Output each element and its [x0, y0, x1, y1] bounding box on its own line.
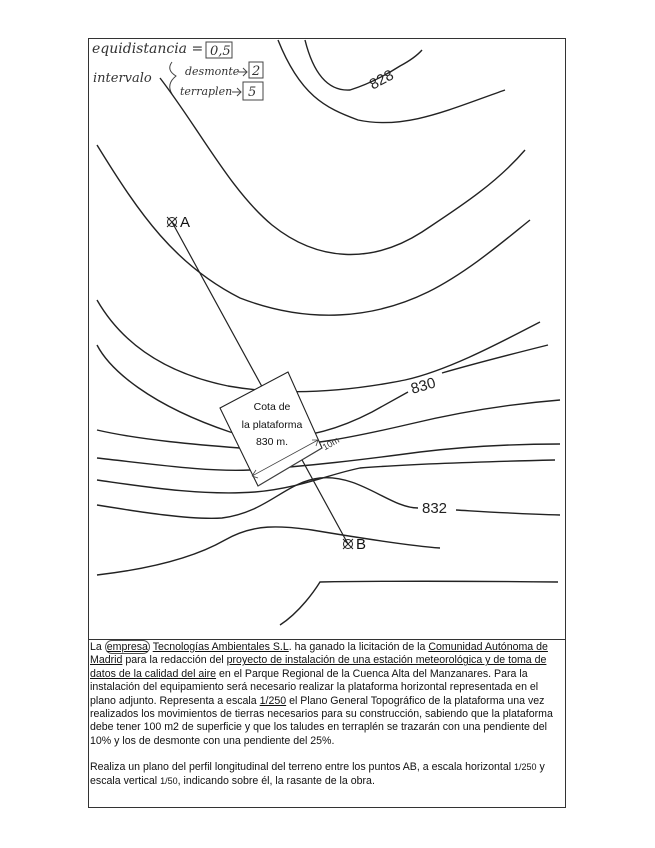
- platform-label-line1: Cota de: [253, 401, 291, 413]
- point-b-label: B: [356, 536, 367, 553]
- p1-text-5: . ha ganado la licitación de la: [288, 641, 429, 653]
- statement-paragraph-1: [90, 641, 562, 748]
- contour-label-832: 832: [422, 500, 448, 517]
- contour-line-5: [97, 300, 540, 392]
- profile-line-ab: [172, 222, 348, 544]
- platform-label-line3: 830 m.: [255, 436, 289, 448]
- contour-line-11: [97, 527, 440, 575]
- contour-832: [97, 478, 560, 519]
- contour-line-4: [97, 145, 530, 315]
- intervalo-label: intervalo: [93, 71, 152, 86]
- intervalo-brace: [170, 62, 176, 94]
- p1-comunidad: Comunidad Autónoma de Madrid: [90, 641, 548, 667]
- terraplen-value: 5: [248, 85, 257, 100]
- p1-proyecto: proyecto de instalación de una estación meteorológica y de toma de datos de la calidad del aire: [90, 654, 547, 680]
- desmonte-arrow: [238, 68, 247, 76]
- p1-scale: 1/250: [259, 694, 287, 707]
- p2-text-3: , indicando sobre él, la rasante de la obra.: [177, 774, 375, 787]
- p1-empresa: empresa: [106, 641, 148, 653]
- point-a-marker: [167, 217, 177, 227]
- contour-828-top: [305, 40, 422, 90]
- platform-label-line2: la plataforma: [241, 419, 303, 431]
- p2-vertical-scale: 1/50: [160, 775, 178, 786]
- exercise-statement: [90, 641, 562, 788]
- desmonte-value: 2: [252, 64, 261, 79]
- terraplen-arrow: [232, 88, 241, 96]
- point-b-marker: [343, 539, 353, 549]
- p2-text-1: Realiza un plano del perfil longitudinal del terreno entre los puntos AB, a escala horizontal: [90, 761, 515, 774]
- contour-line-12: [280, 581, 558, 625]
- contour-label-828: 828: [366, 66, 397, 94]
- terraplen-label: terraplen: [180, 85, 233, 98]
- section-divider: [88, 639, 566, 640]
- equidistancia-label: equidistancia =: [92, 41, 204, 57]
- equidistancia-value: 0,5: [210, 44, 231, 59]
- p1-text-7: para la redacción del: [122, 654, 227, 667]
- p2-horizontal-scale: 1/250: [514, 762, 537, 773]
- p1-text-9: en el Parque Regional de la Cuenca Alta del Manzanares. Para la instalación del equipamiento será necesario realizar la plataforma horizontal representada en el plano adjunto. Representa a escala: [90, 667, 539, 707]
- point-a-label: A: [180, 214, 191, 231]
- p1-text-1: La: [90, 641, 105, 653]
- contour-line-3: [160, 78, 525, 254]
- p1-text-11: el Plano General Topográfico de la plataforma una vez realizados los movimientos de tierras necesarios para su construcción, sabiendo que la plataforma debe tener 100 m2 de superficie y que los taludes en terraplén se trazarán con una pendiente del 10% y los de desmonte con una pendiente del 25%.: [90, 694, 553, 747]
- contour-line-9: [97, 460, 555, 493]
- contour-label-830: 830: [408, 374, 438, 398]
- platform-width-label: 10m: [320, 434, 341, 453]
- p1-company-name: Tecnologías Ambientales S.L: [152, 641, 289, 653]
- p2-text-2: y escala vertical: [90, 761, 545, 787]
- desmonte-label: desmonte: [185, 65, 240, 78]
- statement-paragraph-2: [90, 761, 562, 788]
